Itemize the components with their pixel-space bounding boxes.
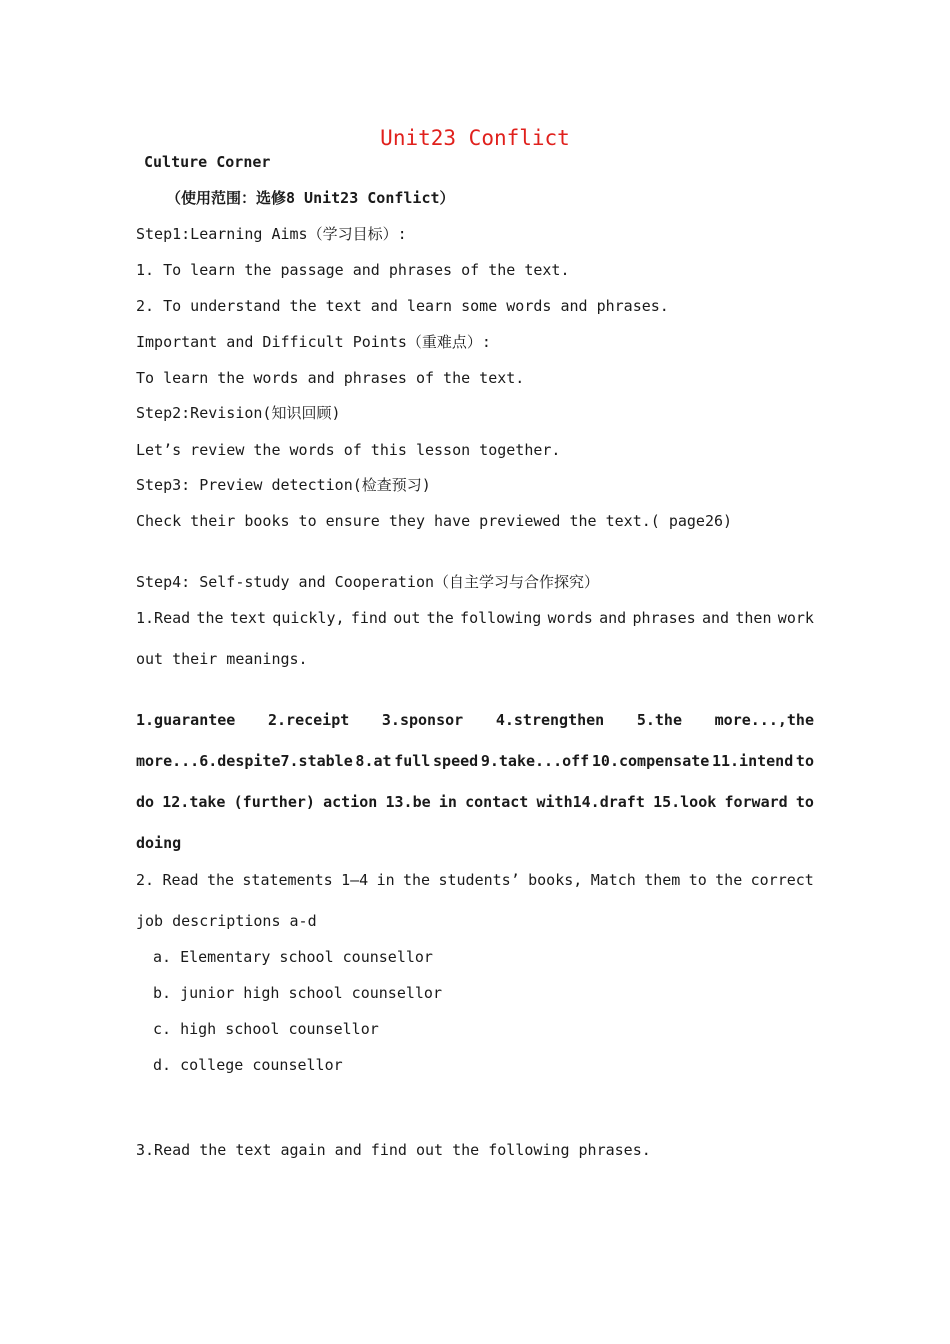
word-token: words (547, 609, 593, 627)
word-token: Read (162, 871, 199, 889)
word-token: the (196, 609, 224, 627)
word-token: the (403, 871, 431, 889)
step2-heading: Step2:Revision(知识回顾) (136, 404, 341, 422)
word-token: in (438, 793, 457, 811)
word-token: 15.look (653, 793, 717, 811)
word-token: the (715, 871, 743, 889)
task1-line2: out their meanings. (136, 650, 308, 668)
word-token: 10.compensate (591, 752, 710, 770)
option-c: c. high school counsellor (153, 1020, 379, 1038)
word-token: to (795, 752, 814, 770)
word-token: (further) (233, 793, 315, 811)
word-token: 1—4 (341, 871, 369, 889)
word-token: contact (465, 793, 529, 811)
task3-text: 3.Read the text again and find out the following phrases. (136, 1141, 651, 1159)
option-a: a. Elementary school counsellor (153, 948, 433, 966)
word-token: 1.Read (136, 609, 191, 627)
word-token: in (376, 871, 395, 889)
word-token: to (795, 793, 814, 811)
word-token: 3.sponsor (381, 711, 464, 729)
step3-text: Check their books to ensure they have previewed the text.( page26) (136, 512, 733, 530)
word-token: correct (750, 871, 814, 889)
word-line-2 (136, 751, 814, 771)
word-token: Match (590, 871, 636, 889)
word-token: action (323, 793, 378, 811)
word-token: more...,the (714, 711, 814, 729)
word-token: work (777, 609, 814, 627)
word-token: full (394, 752, 431, 770)
word-token: with14.draft (536, 793, 645, 811)
word-token: 8.at (355, 752, 392, 770)
option-b: b. junior high school counsellor (153, 984, 442, 1002)
word-token: then (735, 609, 772, 627)
word-token: 5.the (636, 711, 682, 729)
word-line-3 (136, 792, 814, 812)
word-line-4: doing (136, 834, 182, 852)
page-title: Unit23 Conflict (380, 126, 570, 150)
step3-heading: Step3: Preview detection(检查预习) (136, 476, 431, 494)
word-token: 2. (136, 871, 155, 889)
task2-line1 (136, 870, 814, 890)
word-token: 12.take (162, 793, 226, 811)
word-token: out (393, 609, 421, 627)
aim-2: 2. To understand the text and learn some words and phrases. (136, 297, 669, 315)
word-token: find (350, 609, 387, 627)
word-token: phrases (632, 609, 696, 627)
word-token: 2.receipt (267, 711, 350, 729)
word-token: books, (528, 871, 583, 889)
points-text: To learn the words and phrases of the text. (136, 369, 525, 387)
word-token: 1.guarantee (136, 711, 236, 729)
option-d: d. college counsellor (153, 1056, 343, 1074)
word-token: statements (242, 871, 333, 889)
step1-heading: Step1:Learning Aims（学习目标）: (136, 225, 407, 243)
word-token: following (460, 609, 542, 627)
word-token: speed (433, 752, 479, 770)
word-token: them (644, 871, 681, 889)
word-token: quickly, (272, 609, 345, 627)
word-token: the (426, 609, 454, 627)
word-token: students’ (438, 871, 520, 889)
subtitle: Culture Corner (144, 153, 271, 171)
task2-line2: job descriptions a-d (136, 912, 317, 930)
word-token: and (701, 609, 730, 627)
word-token: and (599, 609, 627, 627)
word-token: 9.take...off (480, 752, 590, 770)
word-token: forward (724, 793, 788, 811)
word-token: 4.strengthen (495, 711, 605, 729)
word-token: to (688, 871, 707, 889)
task1-line1 (136, 608, 814, 628)
word-token: text (229, 609, 266, 627)
word-token: 13.be (385, 793, 431, 811)
points-heading: Important and Difficult Points（重难点）: (136, 333, 491, 351)
scope-note: （使用范围：选修8 Unit23 Conflict） (166, 189, 455, 207)
word-token: 11.intend (711, 752, 794, 770)
aim-1: 1. To learn the passage and phrases of the text. (136, 261, 570, 279)
step4-heading: Step4: Self-study and Cooperation（自主学习与合作探究） (136, 573, 600, 591)
word-token: the (206, 871, 235, 889)
word-token: do (136, 793, 155, 811)
word-line-1 (136, 710, 814, 730)
step2-text: Let’s review the words of this lesson together. (136, 441, 561, 459)
word-token: more...6.despite7.stable (136, 752, 353, 770)
